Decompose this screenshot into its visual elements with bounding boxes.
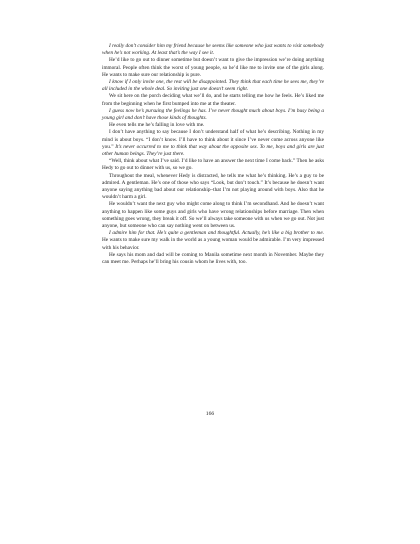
paragraph-text: He wants to make sure my walk in the world as a young woman would be admirable. I’m very impressed with his behavior. [102, 237, 324, 251]
paragraph: He says his mom and dad will be coming to Manila sometime next month in November. Maybe they can meet me. Perhaps he’ll bring his cousin whom he lives with, too. [102, 251, 324, 266]
paragraph-text: I don’t have anything to say because I don’t understand half of what he’s describing. Nothing in my mind is about boys. “I don’t know. I’ll have to think about it since I’ve never come across anyone like you.” [102, 129, 324, 150]
paragraph [102, 129, 324, 158]
paragraph: I know if I only invite one, the rest will be disappointed. They think that each time he sees me, they’re all included in the whole deal. So inviting just one doesn’t seem right. [102, 79, 324, 93]
paragraph-italic-text: It’s never occurred to me to think that way about the opposite sex. To me, boys and girls are just other human beings. They’re just there. [102, 143, 324, 158]
paragraph: I guess now he’s pursuing the feelings he has. I’ve never thought much about boys. I’m busy being a young girl and don’t have those kinds of thoughts. [102, 107, 324, 122]
paragraph: Throughout the meal, whenever Hedy is distracted, he tells me what he’s thinking. He’s a guy to be admired. A gentleman. He’s one of those who says “Look, but don’t touch.” It’s because he doesn’t want anyone saying anything bad about our relationship–that I’m not playing around with boys. Also that he wouldn’t harm a girl. [102, 172, 324, 201]
body-text [102, 43, 324, 266]
paragraph: “Well, think about what I’ve said. I’d like to have an answer the next time I come back.” Then he asks Hedy to go out to dinner with us, so we go. [102, 158, 324, 172]
paragraph: We sit here on the porch deciding what we’ll do, and he starts telling me how he feels. He’s liked me from the beginning when he first bumped into me at the theater. [102, 93, 324, 107]
paragraph: He’d like to go out to dinner sometime but doesn’t want to give the impression we’re doing anything immoral. People often think the worst of young people, so he’d like me to invite one of the girls along. He wants to make sure our relationship is pure. [102, 57, 324, 78]
paragraph-italic-text: I admire him for that. He’s quite a gentleman and thoughtful. Actually, he’s like a big brother to me. [109, 230, 324, 237]
paragraph [102, 230, 324, 252]
paragraph: He wouldn’t want the next guy who might come along to think I’m secondhand. And he doesn’t want anything to happen like some guys and girls who have wrong relationships before marriage. Then when something goes wrong, they break it off. So we’ll always take someone with us when we go out. Not just anyone, but someone who can say nothing went on between us. [102, 201, 324, 230]
paragraph: He even tells me he’s falling in love with me. [109, 122, 205, 129]
page-number: 166 [205, 411, 215, 417]
paragraph: I really don’t consider him my friend because he seems like someone who just wants to visit somebody when he’s not working. At least that’s the way I see it. [102, 43, 324, 57]
